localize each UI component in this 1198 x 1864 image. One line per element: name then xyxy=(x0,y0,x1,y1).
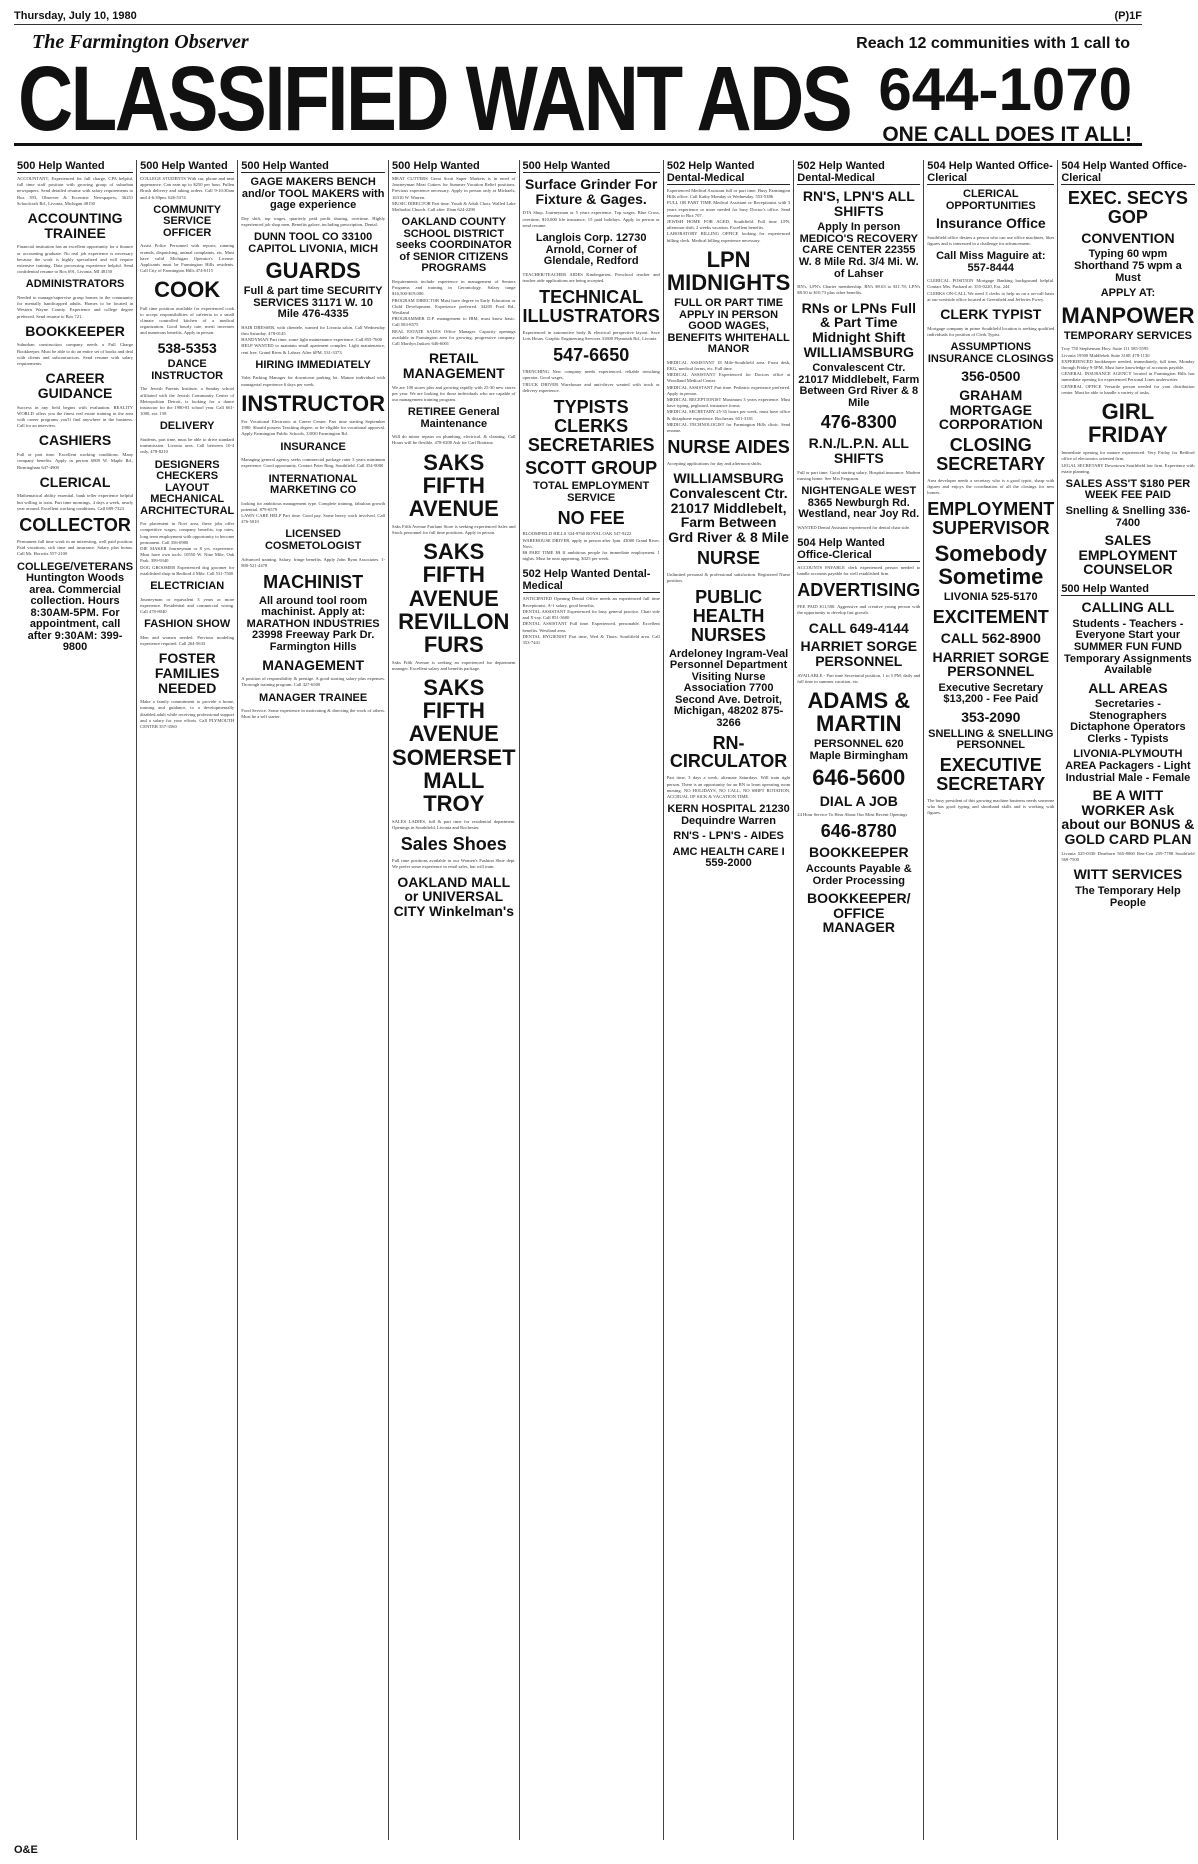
display-ad: 476-8300 xyxy=(820,412,897,433)
section-heading: 502 Help Wanted Dental-Medical xyxy=(523,568,660,593)
display-ad: Convalescent Ctr. 21017 Middlebelt, Farm Between Grd River & 8 Mile xyxy=(798,362,920,409)
display-ad: Snelling & Snelling 336-7400 xyxy=(1065,505,1191,529)
ad-text: looking for ambitious management type. Complete training, fabulous growth potential. 879-6579 xyxy=(241,500,387,512)
display-ad: ADAMS & MARTIN xyxy=(807,688,911,737)
display-ad: CLERICAL xyxy=(39,473,111,490)
ad-text: GENERAL OFFICE Versatile person needed for yarn distribution center. Must be able to handle a variety of tasks. xyxy=(1061,383,1196,395)
ad-text: Needed to manage/supervise group homes in the community for mentally handicapped adults. Homes to be located in Western Wayne County. Experience and college degree preferred. Send resume to Box 721. xyxy=(17,294,135,319)
ad-text: Experienced Medical Assistant full or part time. Busy Farmington Hills office. Call Kathy Monday or Wednesday. 553-5386 xyxy=(666,188,792,200)
dateline: Thursday, July 10, 1980 xyxy=(14,10,137,22)
display-ad: 356-0500 xyxy=(961,368,1021,385)
display-ad: ASSUMPTIONS INSURANCE CLOSINGS xyxy=(927,341,1054,365)
ad-text: Food Service. Some experience in motivating & directing the work of others. Must be a self starter. xyxy=(241,708,387,720)
column-heading: 504 Help Wanted Office-Clerical xyxy=(1061,160,1194,185)
ad-text: For Vocational Electronic at Career Center. Part time starting September 1980. Should possess Teaching degree, or be eligible for vocational approval. Apply Farmington Public Schools, 33030 Farmington Rd. xyxy=(241,418,387,437)
display-ad: PUBLIC HEALTH NURSES xyxy=(691,587,767,645)
display-ad: EMPLOYMENT SUPERVISOR xyxy=(927,499,1055,539)
paper-name: The Farmington Observer xyxy=(32,31,249,53)
display-ad: DIAL A JOB xyxy=(819,792,898,809)
ad-text: AVAILABLE - Part time Secretarial position, 1 to 5 PM, daily and full time in summer vacation, etc. xyxy=(797,672,922,684)
ad-text: Livonia 525-0330 Dearborn 565-8060 Ren-Cen 259-7788 Southfield 569-7500 xyxy=(1061,850,1196,863)
phone-number: 644-1070 xyxy=(878,56,1132,123)
display-ad: ADVERTISING xyxy=(797,580,921,601)
ad-text: $$ PART TIME $$ If ambitious people for immediate employment. 1 nights. Must be neat appearing. $325 per week. xyxy=(522,550,661,562)
ad-text: Day shift, top wages, quarterly paid profit sharing, overtime. Highly experienced job shop men. Benefits galore, including prescription, Dental. xyxy=(241,215,387,227)
display-ad: RN-CIRCULATOR xyxy=(669,732,788,772)
ad-text: PROGRAM DIRECTOR Must have degree in Early Education or Child Development. Experience preferred. 34205 Ford Rd., Westland xyxy=(392,297,517,315)
display-ad: LIVONIA 525-5170 xyxy=(943,591,1038,604)
ad-text: DENTAL ASSISTANT Full time. Experienced, personable. Excellent benefits. Westland area. xyxy=(522,621,661,633)
display-ad: Secretaries - Stenographers Dictaphone Operators Clerks - Typists xyxy=(1070,698,1186,745)
ad-text: TEACHER/TEACHER AIDES Kindergarten, Preschool teacher and teacher aide applications are being accepted. xyxy=(522,271,661,283)
classified-column xyxy=(664,160,794,1840)
display-ad: 353-2090 xyxy=(961,708,1021,725)
column-heading: 502 Help Wanted Dental-Medical xyxy=(667,160,790,185)
ad-text: The busy president of this growing machine business needs someone who has good typing and shorthand skills and is working with figures. xyxy=(927,797,1056,815)
ad-text: REAL ESTATE SALES Office Manager. Capacity openings available in Farmington area for growing, progressive company. Call Marilyn Jaskow 646-6001 xyxy=(392,328,517,346)
display-ad: BOOKKEEPER xyxy=(25,322,125,339)
display-ad: RNs or LPNs Full & Part Time Midnight Shift WILLIAMSBURG xyxy=(801,299,916,360)
display-ad: ALL AREAS xyxy=(1088,679,1168,696)
ad-text: DIE MAKER Journeyman or 8 yrs. experience. Must have own tools. 10550 W. Nine Mile, Oak Park. 399-9340 xyxy=(140,546,236,564)
ad-text: ACCOUNTS PAYABLE clerk experienced person needed to handle accounts payable for well established firm. xyxy=(797,564,922,577)
classified-column xyxy=(794,160,924,1840)
display-ad: INSTRUCTOR xyxy=(241,390,386,416)
ad-text: A position of responsibility & prestige. A good starting salary plus expenses. Thorough training program. Call 427-6500 xyxy=(241,676,387,688)
ad-text: Immediate opening for mature experienced. Very Friday for Redford office of electronics oriented firm. xyxy=(1061,450,1196,462)
ad-text: For placement in Novi area, these jobs offer competitive wages, company benefits, top rates, long term employment with opportunity to become permanent. Call 356-0980 xyxy=(140,521,236,545)
display-ad: EXECUTIVE SECRETARY xyxy=(936,754,1046,794)
footer-mark: O&E xyxy=(14,1844,38,1856)
ad-text: HELP WANTED to maintain small apartment complex. Light maintenance, rent free. Grand River & Lahser. After 6PM. 531-3373 xyxy=(241,343,387,355)
display-ad: All around tool room machinist. Apply at: MARATHON INDUSTRIES 23998 Freeway Park Dr. Farmington Hills xyxy=(246,594,380,653)
display-ad: TYPISTS CLERKS SECRETARIES xyxy=(527,396,655,455)
display-ad: COLLECTOR xyxy=(19,515,131,536)
display-ad: EXEC. SECYS GOP xyxy=(1067,188,1188,227)
display-ad: FASHION SHOW xyxy=(144,618,231,631)
display-ad: Call Miss Maguire at: 557-8444 xyxy=(936,250,1046,274)
classified-column xyxy=(389,160,519,1840)
ad-text: DOG GROOMER Experienced dog groomer for established shop in Bedford 4 Mile. Call 531-7500 xyxy=(140,564,236,576)
ad-text: CLERICAL POSITION Mortgage Banking background helpful. Contact Mrs. Packard at: 355-0220, Ext. 244 xyxy=(927,278,1056,290)
ad-text: Will do minor repairs on plumbing, electrical, & cleaning. Call Hours will be flexible. 478-0200 Ask for Carl Bottiaux xyxy=(392,434,517,446)
ad-text: JEWISH HOME FOR AGED, Southfield. Full time LPN, afternoon shift, 2 weeks vacation. Excellent benefits. xyxy=(666,219,792,231)
display-ad: INTERNATIONAL MARKETING CO xyxy=(268,472,358,497)
display-ad: HARRIET SORGE PERSONNEL xyxy=(932,648,1050,680)
ad-text: Area developer needs a secretary who is a good typist, sharp with figures and enjoys the coordination of all the closings for new homes. xyxy=(927,477,1056,496)
display-ad: SAKS FIFTH AVENUE REVILLON FURS xyxy=(398,539,510,657)
ad-text: DENTAL ASSISTANT Experienced for busy general practice. Chair side and X-ray. Call 851-3600 xyxy=(522,608,661,621)
display-ad: GRAHAM MORTGAGE CORPORATION xyxy=(938,386,1043,433)
ad-text: Part time, 3 days a week, alternate Saturdays. Will train right person. There is an opportunity for an RN to learn operating room nursing. NO HOLIDAYS, NO CALL, NO SHIFT ROTATION, ACCRUAL OF SICK & VACATION TIME. xyxy=(666,775,792,799)
ad-text: BLOOMFIELD HILLS 334-9760 ROYAL OAK 547-9222 xyxy=(522,531,632,537)
classified-columns xyxy=(14,160,1196,1840)
ad-text: Financial institution has an excellent opportunity for a finance or accounting graduate. No real job experience is necessary because the work is highly specialized and will require extensive training. Data processing experience helpful. Send confidential resume to Box 691, Livonia, MI 48150 xyxy=(17,244,135,275)
display-ad: 646-8780 xyxy=(820,821,897,842)
display-ad: OAKLAND COUNTY SCHOOL DISTRICT seeks COORDINATOR of SENIOR CITIZENS PROGRAMS xyxy=(395,216,512,275)
display-ad: Surface Grinder For Fixture & Gages. xyxy=(525,176,658,207)
display-ad: SAKS FIFTH AVENUE SOMERSET MALL TROY xyxy=(392,675,516,816)
display-ad: EXCITEMENT xyxy=(932,606,1049,627)
display-ad: MANAGEMENT xyxy=(262,656,365,673)
ad-text: HAIR DRESSER, with clientele, wanted for Livonia salon. Call Wednesday thru Saturday. 478-0145 xyxy=(241,324,387,337)
ad-text: Advanced training. Salary, fringe benefits. Apply John Ryan Associates. 1-800-521-4478 xyxy=(241,556,386,568)
ad-text: COLLEGE STUDENTS With car, phone and neat appearance. Can earn up to $250 per hour. Pullen Brush delivery and taking orders. Call 9-10:30am and 4-6:30pm. 626-5374 xyxy=(140,176,236,200)
display-ad: HIRING IMMEDIATELY xyxy=(255,358,371,371)
ad-text: Mortgage company in prime Southfield location is seeking qualified individuals for position of Clerk Typist. xyxy=(927,325,1056,337)
top-line xyxy=(14,10,1142,25)
display-ad: DESIGNERS CHECKERS LAYOUT MECHANICAL ARCHITECTURAL xyxy=(140,458,235,517)
display-ad: FULL OR PART TIME APPLY IN PERSON GOOD WAGES, BENEFITS WHITEHALL MANOR xyxy=(667,297,790,356)
ad-text: 24 Hour Service To Hear About Our Most Recent Openings xyxy=(797,812,908,818)
one-call-slogan: ONE CALL DOES IT ALL! xyxy=(882,123,1132,146)
display-ad: APPLY AT: xyxy=(1100,287,1156,300)
display-ad: LICENSED COSMETOLOGIST xyxy=(264,528,362,552)
display-ad: TECHNICAL ILLUSTRATORS xyxy=(522,287,660,326)
display-ad: CLERK TYPIST xyxy=(940,306,1042,323)
ad-text: RN's, LPN's Charter membership. RN's $9.63 to $11.78; LPN's $8.50 to $10.73 plus other benefits. xyxy=(797,284,922,296)
ad-text: Full or part time. Good starting salary. Hospital insurance. Modern nursing home. See Mrs Ferguson. xyxy=(797,469,922,481)
display-ad: Accounts Payable & Order Processing xyxy=(805,862,912,887)
reach-tagline: Reach 12 communities with 1 call to xyxy=(856,35,1130,52)
display-ad: MANPOWER xyxy=(1061,302,1195,328)
column-heading: 500 Help Wanted xyxy=(140,160,234,173)
display-ad: Executive Secretary $13,200 - Fee Paid xyxy=(938,681,1044,706)
display-ad: CALLING ALL xyxy=(1081,599,1175,616)
column-heading: 500 Help Wanted xyxy=(392,160,515,173)
display-ad: CAREER GUIDANCE xyxy=(37,370,113,401)
ad-text: ANTICIPATED Opening Dental Office needs an experienced full time Receptionist. A-1 salary, good benefits. xyxy=(522,596,661,608)
ad-text: ACCOUNTANT, Experienced for full charge, CPA helpful, full time staff position with growing group of suburban newspapers. Send detailed resume with salary requirements to Box 393, Observer & Eccentric Newspapers, 36251 Schoolcraft Rd., Livonia, Michigan 48150 xyxy=(17,176,135,206)
ad-text: HANDYMAN Part time, some light maintenance experience. Call 855-7600 xyxy=(241,337,383,343)
ad-text: Students, part time, must be able to drive standard transmission. Livonia area. Call between 10-4 only, 478-8210 xyxy=(140,436,236,455)
display-ad: Apply In person MEDICO'S RECOVERY CARE CENTER 22355 W. 8 Mile Rd. 3/4 Mi. W. of Lahser xyxy=(798,221,919,280)
ad-text: DENTAL HYGIENIST Part time, Wed & Thurs. Southfield area. Call 353-7441 xyxy=(522,633,661,645)
display-ad: R.N./L.P.N. ALL SHIFTS xyxy=(808,435,909,467)
ad-text: Livonia 19500 Middlebelt Suite 310E 478-1130 xyxy=(1061,352,1150,358)
display-ad: The Temporary Help People xyxy=(1075,884,1181,909)
display-ad: Ardeloney Ingram-Veal Personnel Department Visiting Nurse Association 7700 Second Ave. Detroit, Michigan, 48202 875-3266 xyxy=(668,647,789,729)
ad-text: Full time position available for experienced cook to accept responsibilities of cafeteria in a small climate controlled kitchen of a medical organization. Good hourly rate, merit increases and numerous benefits. Apply in person. xyxy=(140,305,236,336)
ad-text: Permanent full time work in an interesting, well paid position. Paid vacations, sick time and insurance. Salary plus bonus. Call Mr. Horwitz 557-2100 xyxy=(17,538,135,557)
display-ad: CONVENTION xyxy=(1081,229,1175,246)
display-ad: GIRL FRIDAY xyxy=(1087,398,1168,448)
ad-text: Unlimited personal & professional satisfaction. Registered Nurse position. xyxy=(666,571,792,583)
ad-text: Journeyman or equivalent 3 years or more experience. Residential and commercial wiring. Call 478-8040 xyxy=(140,596,236,615)
classified-column xyxy=(14,160,137,1840)
display-ad: DELIVERY xyxy=(159,420,215,433)
ad-text: The Jewish Parents Institute, a Sunday school affiliated with the Jewish Community Center of Metropolitan Detroit, is looking for a dance instructor for the 1980-81 school year. Call 661-1000, ext. 158 xyxy=(140,386,236,417)
display-ad: INSURANCE xyxy=(280,440,346,453)
display-ad: Typing 60 wpm Shorthand 75 wpm a Must xyxy=(1074,248,1182,284)
display-ad: DUNN TOOL CO 33100 CAPITOL LIVONIA, MICH xyxy=(248,231,379,255)
display-ad: TEMPORARY SERVICES xyxy=(1063,329,1192,342)
display-ad: LPN MIDNIGHTS xyxy=(666,246,791,295)
ad-text: Make a family commitment to provide a home, training and guidance, to a developmentally disabled adult while receiving professional support and a salary for your efforts. Call PLYMOUTH CENTER 357-3560 xyxy=(140,699,236,730)
ad-text: Managing general agency seeks commercial package rater 3 years minimum experience. Good opportunity. Contact Peter Ring, Southfield. Call 354-9000 xyxy=(241,457,387,469)
ad-text: MEDICAL SECRETARY 25-35 hours per week, must have office & dictaphone experience. Rochester. 651-3181 xyxy=(666,409,792,421)
display-ad: ADMINISTRATORS xyxy=(25,278,125,291)
display-ad: MACHINIST xyxy=(263,571,364,592)
column-heading: 504 Help Wanted Office-Clerical xyxy=(927,160,1053,184)
section-marker: (P)1F xyxy=(1114,10,1142,22)
display-ad: OAKLAND MALL or UNIVERSAL CITY Winkelman's xyxy=(393,873,514,919)
ad-text: MEDICAL ASSISTANT 18 Mile-Southfield area. Front desk, EKG, medical forms, etc. Full time. xyxy=(666,359,792,371)
ad-text: Valet Parking Manager for downtown parking lot. Mature individual with managerial experience 6 days per week. xyxy=(241,375,387,387)
classified-column xyxy=(520,160,664,1840)
display-ad: GAGE MAKERS BENCH and/or TOOL MAKERS with gage experience xyxy=(241,176,385,212)
display-ad: RETIREE General Maintenance xyxy=(407,406,500,430)
ad-text: Suburban construction company needs a Full Charge Bookkeeper. Must be able to do an entire set of books and deal with clients and subcontractors. Send resume with salary requirements. xyxy=(17,342,135,367)
display-ad: RN'S, LPN'S ALL SHIFTS xyxy=(802,188,915,219)
display-ad: WILLIAMSBURG Convalescent Ctr. 21017 Middlebelt, Farm Between Grd River & 8 Mile xyxy=(668,470,789,546)
display-ad: Insurance Office xyxy=(935,215,1046,232)
ad-text: TRENCHING New company needs experienced, reliable trenching operator. Good wages. xyxy=(522,369,661,381)
ad-text: GENERAL INSURANCE AGENCY located in Farmington Hills has immediate opening for experienced Personal Lines underwriter. xyxy=(1061,371,1196,383)
display-ad: CLERICAL OPPORTUNITIES xyxy=(945,188,1036,212)
display-ad: COOK xyxy=(154,277,221,303)
column-heading: 500 Help Wanted xyxy=(17,160,133,173)
display-ad: SALES EMPLOYMENT COUNSELOR xyxy=(1078,532,1178,578)
ad-text: PROGRAMMER D.P. management to IBM, must know basic. Call 583-8575 xyxy=(392,316,517,328)
ad-text: MEDICAL ASSISTANT Experienced for Doctors office at Woodland Medical Center. xyxy=(666,372,792,384)
display-ad: TOTAL EMPLOYMENT SERVICE xyxy=(533,480,650,505)
column-heading: 500 Help Wanted xyxy=(523,160,660,173)
display-ad: SNELLING & SNELLING PERSONNEL xyxy=(928,727,1054,752)
ad-text: Experienced in automotive body & electrical perspective layout. Save Lots Hours. Graphic Engineering Services 31800 Plymouth Rd., Livonia xyxy=(522,329,661,342)
display-ad: Sales Shoes xyxy=(400,834,507,855)
ad-text: MEAT CUTTERS Great Scott Super Markets is in need of Journeyman Meat Cutters for Summer Vacation Relief positions. Previous experience necessary. Apply in person only at Michaels, 16310 W. Warren. xyxy=(392,176,517,200)
display-ad: Langlois Corp. 12730 Arnold, Corner of Glendale, Redford xyxy=(535,231,647,268)
ad-text: DTA Shop. Journeyman or 5 years experience. Top wages, Blue Cross, overtime, $10,000 life insurance, 15 paid holidays. Apply in person or send resume. xyxy=(522,210,661,228)
display-ad: SALES ASS'T $180 PER WEEK FEE PAID xyxy=(1065,477,1191,502)
ad-text: Success in any field begins with evaluation. REALITY WORLD offers you the finest real estate training in the area with career programs you'll find anywhere in the business. Call for an interview. xyxy=(17,404,135,429)
ad-text: WANTED Dental Assistant experienced for dental chair side. xyxy=(797,524,911,530)
display-ad: Students - Teachers - Everyone Start your SUMMER FUN FUND Temporary Assignments Available xyxy=(1064,617,1192,677)
ad-text: MEDICAL ASSISTANT Part time. Pediatric experience preferred. Apply in person. xyxy=(666,384,792,396)
display-ad: RETAIL MANAGEMENT xyxy=(402,350,505,381)
ad-text: CLERKS ON-CALL We need 3 clerks to help us on a on-call basis at our westside office located at Greenfield and Jefferies Fwwy. xyxy=(927,290,1056,302)
display-ad: Full & part time SECURITY SERVICES 31171 W. 10 Mile 476-4335 xyxy=(243,285,383,321)
ad-text: Requirements include experience in management of Seniors Programs and training in Gerontology. Salary range $16,500-$19,000. xyxy=(392,278,517,297)
classified-banner: CLASSIFIED WANT ADS xyxy=(18,48,851,150)
section-heading: 500 Help Wanted xyxy=(1061,583,1194,596)
ad-text: Southfield office desires a person who can use office machines, likes figures and is interested in a challenge for advancement. xyxy=(927,234,1056,246)
classified-page xyxy=(14,10,1196,1856)
ad-text: Full time positions available in our Women's Fashion Shoe dept. We prefer some experience in retail sales, but will train. xyxy=(392,858,517,870)
ad-text: FULL OR PART TIME Medical Assistant or Receptionist with 3 years experience or more needed for busy Doctor's office. Send resume to Box 707. xyxy=(666,200,792,218)
ad-text: LAWN CARE HELP Part time. Good pay. Some heavy work involved. Call 476-5010 xyxy=(241,513,387,525)
display-ad: 538-5353 xyxy=(157,339,217,356)
display-ad: 646-5600 xyxy=(812,765,906,791)
column-heading: 500 Help Wanted xyxy=(241,160,385,173)
display-ad: ACCOUNTING TRAINEE xyxy=(27,210,123,241)
classified-column xyxy=(1058,160,1197,1840)
display-ad: WITT SERVICES xyxy=(1073,866,1183,883)
display-ad: NURSE AIDES xyxy=(667,437,790,458)
display-ad: BOOKKEEPER/ OFFICE MANAGER xyxy=(807,890,911,936)
ad-text: MEDICAL RECEPTIONIST Maximum 3 years experience. Must have typing, pegboard, insurance forms. xyxy=(666,396,792,409)
display-ad: BOOKKEEPER xyxy=(809,844,909,861)
display-ad: Somebody Sometime xyxy=(934,541,1048,590)
ad-text: Saks Fifth Avenue Fairlane Store is seeking experienced Sales and Stock personnel for full time positions. Apply in person. xyxy=(392,523,517,536)
ad-text: Men and women needed. Previous modeling experience required. Call 264-5633 xyxy=(140,634,236,646)
display-ad: SAKS FIFTH AVENUE xyxy=(408,449,499,521)
ad-text: MUSIC DIRECTOR Part time. Youth & Adult Choir. Walled Lake Methodist Church. Call after 10am 624-2290 xyxy=(392,200,517,213)
display-ad: AMC HEALTH CARE I 559-2000 xyxy=(672,845,785,870)
display-ad: GUARDS xyxy=(265,258,361,284)
display-ad: CALL 649-4144 xyxy=(808,619,909,636)
display-ad: 547-6650 xyxy=(553,345,630,366)
display-ad: NO FEE xyxy=(557,507,625,528)
display-ad: NURSE xyxy=(697,547,761,568)
ad-text: Accepting applications for day and afternoon shifts. xyxy=(666,461,763,467)
ad-text: FEE PAID $11,500. Aggressive and creative young person with the opportunity to develop fast growth. xyxy=(797,604,922,616)
display-ad: COMMUNITY SERVICE OFFICER xyxy=(153,203,222,239)
ad-text: Troy 750 Stephenson Hwy. Suite 111 585-5595 xyxy=(1061,346,1149,352)
ad-text: LEGAL SECRETARY Downtown Southfield law firm. Experience with estate planning. xyxy=(1061,462,1196,474)
display-ad: KERN HOSPITAL 21230 Dequindre Warren xyxy=(667,803,790,827)
ad-text: SALES LADIES, full & part time for residential department. Openings in Southfield, Livonia and Rochester. xyxy=(392,818,517,830)
display-ad: NIGHTENGALE WEST 8365 Newburgh Rd. Westland, near Joy Rd. xyxy=(798,485,920,521)
display-ad: DANCE INSTRUCTOR xyxy=(151,358,224,382)
display-ad: CASHIERS xyxy=(38,432,112,449)
display-ad: CLOSING SECRETARY xyxy=(936,435,1046,474)
ad-text: EXPERIENCED bookkeeper needed, immediately, full time, Monday through Friday 9-5PM. Must have knowledge of accounts payable. xyxy=(1061,358,1196,370)
classified-column xyxy=(137,160,238,1840)
section-heading: 504 Help Wanted Office-Clerical xyxy=(797,537,920,562)
display-ad: LIVONIA-PLYMOUTH AREA Packagers - Light Industrial Male - Female xyxy=(1065,748,1191,784)
display-ad: HARRIET SORGE PERSONNEL xyxy=(800,638,918,670)
display-ad: SCOTT GROUP xyxy=(525,457,658,478)
display-ad: PERSONNEL 620 Maple Birmingham xyxy=(809,738,908,762)
masthead xyxy=(14,25,1142,150)
ad-text: We are 100 stores plus and growing rapidly with 25-30 new stores per year. We are looking for those individuals who are capable of our management training program. xyxy=(392,384,517,402)
ad-text: Full or part time. Excellent working conditions. Many company benefits. Apply in person 6809 W. Maple Rd., Birmingham 647-4900 xyxy=(17,452,135,470)
ad-text: Saks Fifth Avenue is seeking an experienced fur department manager. Excellent salary and benefits package. xyxy=(392,659,517,672)
classified-column xyxy=(924,160,1058,1840)
ad-text: Mathematical ability essential, bank teller experience helpful but willing to train. Part time mornings, 4 days a week, nearly year around. Excellent working conditions. Call 689-7323 xyxy=(17,493,135,511)
ad-text: Assist Police Personnel with reports, running errands, dispatching, animal complaints, etc. Must have valid Michigan Operator's License. Applicants must be Farmington Hills residents. Call City of Farmington Hills 474-6115 xyxy=(140,243,236,274)
classified-column xyxy=(238,160,389,1840)
display-ad: CALL 562-8900 xyxy=(940,629,1041,646)
display-ad: ELECTRICIAN xyxy=(150,580,225,593)
display-ad: BE A WITT WORKER Ask about our BONUS & GOLD CARD PLAN xyxy=(1061,787,1195,848)
display-ad: COLLEGE/VETERANS Huntington Woods area. Commercial collection. Hours 8:30AM-5PM. For appointment, call after 9:30AM: 399-9800 xyxy=(17,560,134,654)
ad-text: WAREHOUSE DRIVER, apply in person after 1pm. 43000 Grand River, Novi. xyxy=(522,537,661,549)
ad-text: TRUCK DRIVER Warehouse and anti-driver wanted with truck or delivery experience. xyxy=(522,381,661,393)
ad-text: MEDICAL TECHNOLOGIST for Farmington Hills clinic. Send resume. xyxy=(666,421,792,433)
display-ad: MANAGER TRAINEE xyxy=(259,691,368,704)
display-ad: FOSTER FAMILIES NEEDED xyxy=(154,650,220,696)
ad-text: LABORATORY BILLING OFFICE looking for experienced billing clerk. Medical billing experience necessary. xyxy=(666,231,792,243)
column-heading: 502 Help Wanted Dental-Medical xyxy=(797,160,920,185)
display-ad: RN'S - LPN'S - AIDES xyxy=(673,830,784,843)
